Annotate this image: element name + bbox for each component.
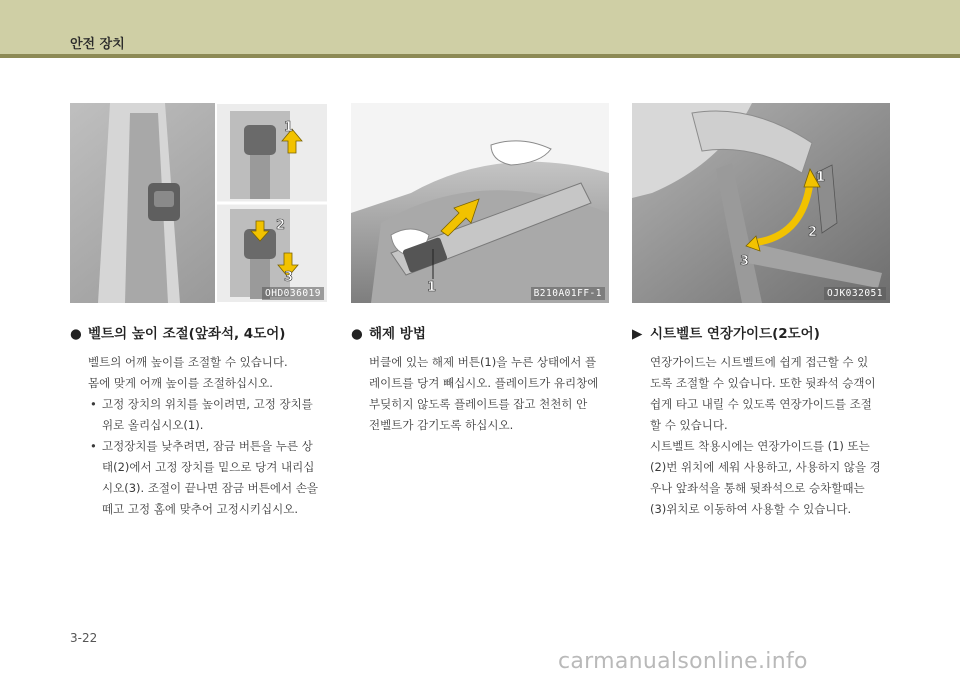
header-rule (0, 54, 960, 58)
figure-buckle-release (351, 103, 609, 303)
figure-code: B210A01FF-1 (531, 287, 605, 300)
callout-3: 3 (740, 254, 750, 269)
callout-2: 2 (276, 218, 286, 233)
header-band (0, 0, 960, 55)
list-item: • 고정 장치의 위치를 높이려면, 고정 장치를 위로 올리십시오(1). (88, 394, 330, 436)
callout-1: 1 (427, 280, 437, 295)
column-release-method (351, 322, 613, 436)
paragraph: 벨트의 어깨 높이를 조절할 수 있습니다. 몸에 맞게 어깨 높이를 조절하십시오. (88, 355, 288, 390)
heading-release-method: ● 해제 방법 (351, 326, 426, 342)
callout-1: 1 (816, 170, 826, 185)
heading-extension-guide: ▶ 시트벨트 연장가이드(2도어) (632, 326, 820, 342)
figure-code: OJK032051 (824, 287, 886, 300)
list-item: • 고정장치를 낮추려면, 잠금 버튼을 누른 상 태(2)에서 고정 장치를 밑으로 당겨 내리십 시오(3). 조절이 끝나면 잠금 버튼에서 손을 떼고 고정 홈에 맞추어 고정시키십시오. (88, 436, 330, 520)
callout-1: 1 (284, 120, 294, 135)
buckle-release-illustration (351, 103, 609, 303)
height-adjuster-illustration (70, 103, 328, 303)
column-height-adjust (70, 322, 330, 520)
extension-guide-illustration (632, 103, 890, 303)
section-title: 안전 장치 (70, 37, 125, 52)
bullet-marker: ▶ (632, 326, 643, 342)
paragraph: 버클에 있는 해제 버튼(1)을 누른 상태에서 플 레이트를 당겨 빼십시오. 플레이트가 유리창에 부딪히지 않도록 플레이트를 잡고 천천히 안 전벨트가 감기도록 하십시오. (369, 355, 599, 432)
watermark: carmanualsonline.info (558, 649, 808, 674)
figure-extension-guide (632, 103, 890, 303)
heading-height-adjust: ● 벨트의 높이 조절(앞좌석, 4도어) (70, 326, 286, 342)
column-extension-guide (632, 322, 894, 520)
page-number: 3-22 (70, 631, 98, 645)
bullet-marker: ● (70, 326, 82, 342)
bullet-list (88, 394, 330, 520)
bullet-marker: ● (351, 326, 363, 342)
figure-code: OHD036019 (262, 287, 324, 300)
callout-2: 2 (808, 225, 818, 240)
paragraph: 연장가이드는 시트벨트에 쉽게 접근할 수 있 도록 조절할 수 있습니다. 또한 뒷좌석 승객이 쉽게 타고 내릴 수 있도록 연장가이드를 조절 할 수 있습니다. 시트벨트 착용시에는 연장가이드를 (1) 또는 (2)번 위치에 세워 사용하고, 사용하지 않을 경 우나 앞좌석을 통해 뒷좌석으로 승차할때는 (3)위치로 이동하여 사용할 수 있습니다. (650, 355, 881, 516)
callout-3: 3 (284, 270, 294, 285)
figure-height-adjuster (70, 103, 328, 303)
